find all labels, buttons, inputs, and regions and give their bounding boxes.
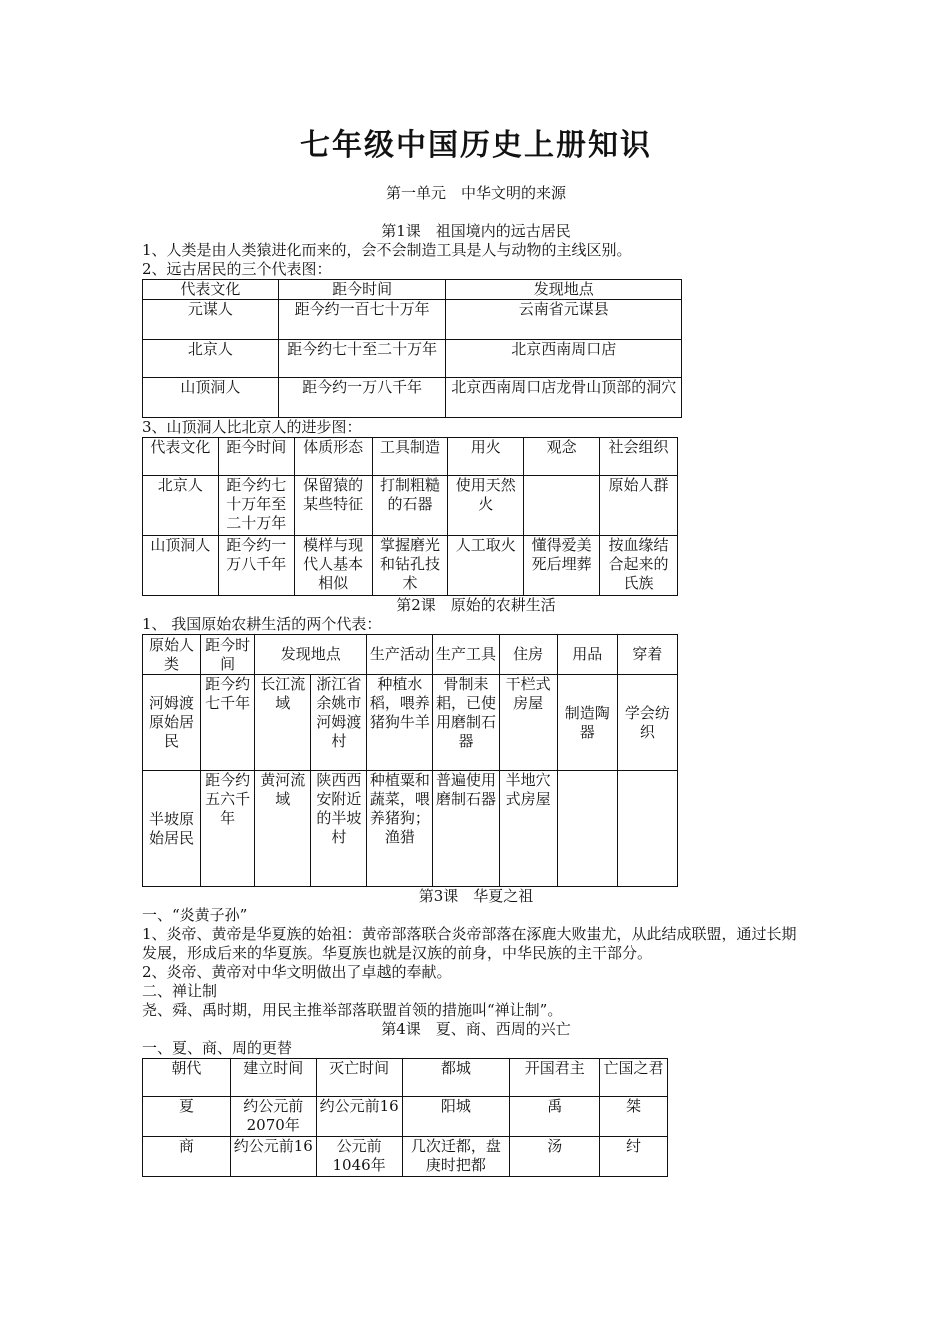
section-heading: 一、“炎黄子孙” [142, 906, 248, 924]
table-cell: 陕西西安附近的半坡村 [311, 771, 367, 887]
table-cell: 阳城 [402, 1097, 510, 1137]
table-cell: 学会纺织 [617, 675, 677, 771]
table-cell: 约公元前2070年 [230, 1097, 316, 1137]
table-cell: 约公元前16 [316, 1097, 402, 1137]
table-cell: 半坡原始居民 [143, 771, 201, 887]
table-cell: 黄河流域 [255, 771, 311, 887]
table-cell: 元谋人 [143, 300, 279, 340]
table-cell: 山顶洞人 [143, 378, 279, 418]
table-cell: 距今约一万八千年 [218, 536, 294, 596]
table-cell: 距今约五六千年 [201, 771, 255, 887]
table-header: 距今时间 [278, 280, 446, 300]
table-cell: 夏 [143, 1097, 231, 1137]
table-cell: 公元前1046年 [316, 1137, 402, 1177]
paragraph: 1、 我国原始农耕生活的两个代表： [142, 615, 382, 633]
paragraph: 2、远古居民的三个代表图： [142, 260, 332, 278]
table-header: 亡国之君 [600, 1059, 668, 1097]
table-cell: 浙江省余姚市河姆渡村 [311, 675, 367, 771]
paragraph: 尧、舜、禹时期，用民主推举部落联盟首领的措施叫“禅让制”。 [142, 1001, 563, 1019]
table-header: 用品 [557, 635, 617, 675]
table-header: 代表文化 [143, 438, 219, 476]
table-cell: 懂得爱美死后埋葬 [524, 536, 600, 596]
table-cell: 距今约七十万年至二十万年 [218, 476, 294, 536]
unit-title: 第一单元 中华文明的来源 [385, 184, 566, 202]
table-header: 穿着 [617, 635, 677, 675]
table-cell: 距今约一百七十万年 [278, 300, 446, 340]
table-header: 开国君主 [510, 1059, 600, 1097]
paragraph: 2、炎帝、黄帝对中华文明做出了卓越的奉献。 [142, 963, 452, 981]
table-header: 观念 [524, 438, 600, 476]
table-cell: 原始人群 [600, 476, 678, 536]
section-heading: 二、禅让制 [142, 982, 218, 1000]
table-header: 代表文化 [143, 280, 279, 300]
lesson-heading: 第1课 祖国境内的远古居民 [381, 222, 571, 240]
table-progress-comparison [142, 437, 678, 596]
paragraph: 1、炎帝、黄帝是华夏族的始祖：黄帝部落联合炎帝部落在涿鹿大败蚩尤，从此结成联盟，通过长期发展，形成后来的华夏族。华夏族也就是汉族的前身，中华民族的主干部分。 [142, 925, 797, 962]
table-cell: 模样与现代人基本相似 [294, 536, 372, 596]
table-header: 朝代 [143, 1059, 231, 1097]
table-cell: 禹 [510, 1097, 600, 1137]
section-heading: 一、夏、商、周的更替 [142, 1039, 293, 1057]
table-cell: 骨制耒耜，已使用磨制石器 [433, 675, 499, 771]
table-header: 距今时间 [201, 635, 255, 675]
table-cell: 种植水稻，喂养猪狗牛羊 [367, 675, 433, 771]
table-header: 生产工具 [433, 635, 499, 675]
lesson-heading: 第3课 华夏之祖 [418, 887, 534, 905]
table-header: 原始人类 [143, 635, 201, 675]
table-header: 体质形态 [294, 438, 372, 476]
content-flow [142, 222, 810, 1177]
table-header: 社会组织 [600, 438, 678, 476]
table-cell: 打制粗糙的石器 [372, 476, 448, 536]
table-cell: 约公元前16 [230, 1137, 316, 1177]
table-dynasties [142, 1058, 668, 1177]
table-cell: 云南省元谋县 [446, 300, 682, 340]
table-cell: 半地穴式房屋 [499, 771, 557, 887]
table-header: 住房 [499, 635, 557, 675]
table-cell: 保留猿的某些特征 [294, 476, 372, 536]
table-cell: 普遍使用磨制石器 [433, 771, 499, 887]
table-cell: 距今约一万八千年 [278, 378, 446, 418]
table-header: 生产活动 [367, 635, 433, 675]
lesson-heading: 第4课 夏、商、西周的兴亡 [381, 1020, 571, 1038]
table-cell: 汤 [510, 1137, 600, 1177]
table-cell: 干栏式房屋 [499, 675, 557, 771]
table-header: 距今时间 [218, 438, 294, 476]
table-cell: 山顶洞人 [143, 536, 219, 596]
table-cell [524, 476, 600, 536]
table-header: 都城 [402, 1059, 510, 1097]
table-cell [617, 771, 677, 887]
table-ancient-residents [142, 279, 682, 418]
paragraph: 1、人类是由人类猿进化而来的，会不会制造工具是人与动物的主线区别。 [142, 241, 632, 259]
table-cell: 掌握磨光和钻孔技术 [372, 536, 448, 596]
table-header: 发现地点 [446, 280, 682, 300]
table-cell: 北京西南周口店 [446, 340, 682, 378]
table-cell: 距今约七十至二十万年 [278, 340, 446, 378]
table-cell: 距今约七千年 [201, 675, 255, 771]
table-cell: 北京西南周口店龙骨山顶部的洞穴 [446, 378, 682, 418]
lesson-heading: 第2课 原始的农耕生活 [396, 596, 556, 614]
table-cell: 使用天然火 [448, 476, 524, 536]
table-header: 工具制造 [372, 438, 448, 476]
paragraph: 3、山顶洞人比北京人的进步图： [142, 418, 362, 436]
table-cell: 制造陶器 [557, 675, 617, 771]
table-header: 用火 [448, 438, 524, 476]
table-cell: 按血缘结合起来的氏族 [600, 536, 678, 596]
table-header: 灭亡时间 [316, 1059, 402, 1097]
table-cell [557, 771, 617, 887]
table-cell: 北京人 [143, 340, 279, 378]
table-cell: 桀 [600, 1097, 668, 1137]
table-cell: 纣 [600, 1137, 668, 1177]
table-cell: 长江流域 [255, 675, 311, 771]
table-cell: 种植粟和蔬菜，喂养猪狗；渔猎 [367, 771, 433, 887]
document-title: 七年级中国历史上册知识 [300, 128, 652, 163]
table-cell: 河姆渡原始居民 [143, 675, 201, 771]
table-header: 建立时间 [230, 1059, 316, 1097]
table-cell: 几次迁都，盘庚时把都 [402, 1137, 510, 1177]
table-farming-life [142, 634, 678, 887]
table-cell: 商 [143, 1137, 231, 1177]
table-cell: 北京人 [143, 476, 219, 536]
table-cell: 人工取火 [448, 536, 524, 596]
table-header: 发现地点 [255, 635, 367, 675]
